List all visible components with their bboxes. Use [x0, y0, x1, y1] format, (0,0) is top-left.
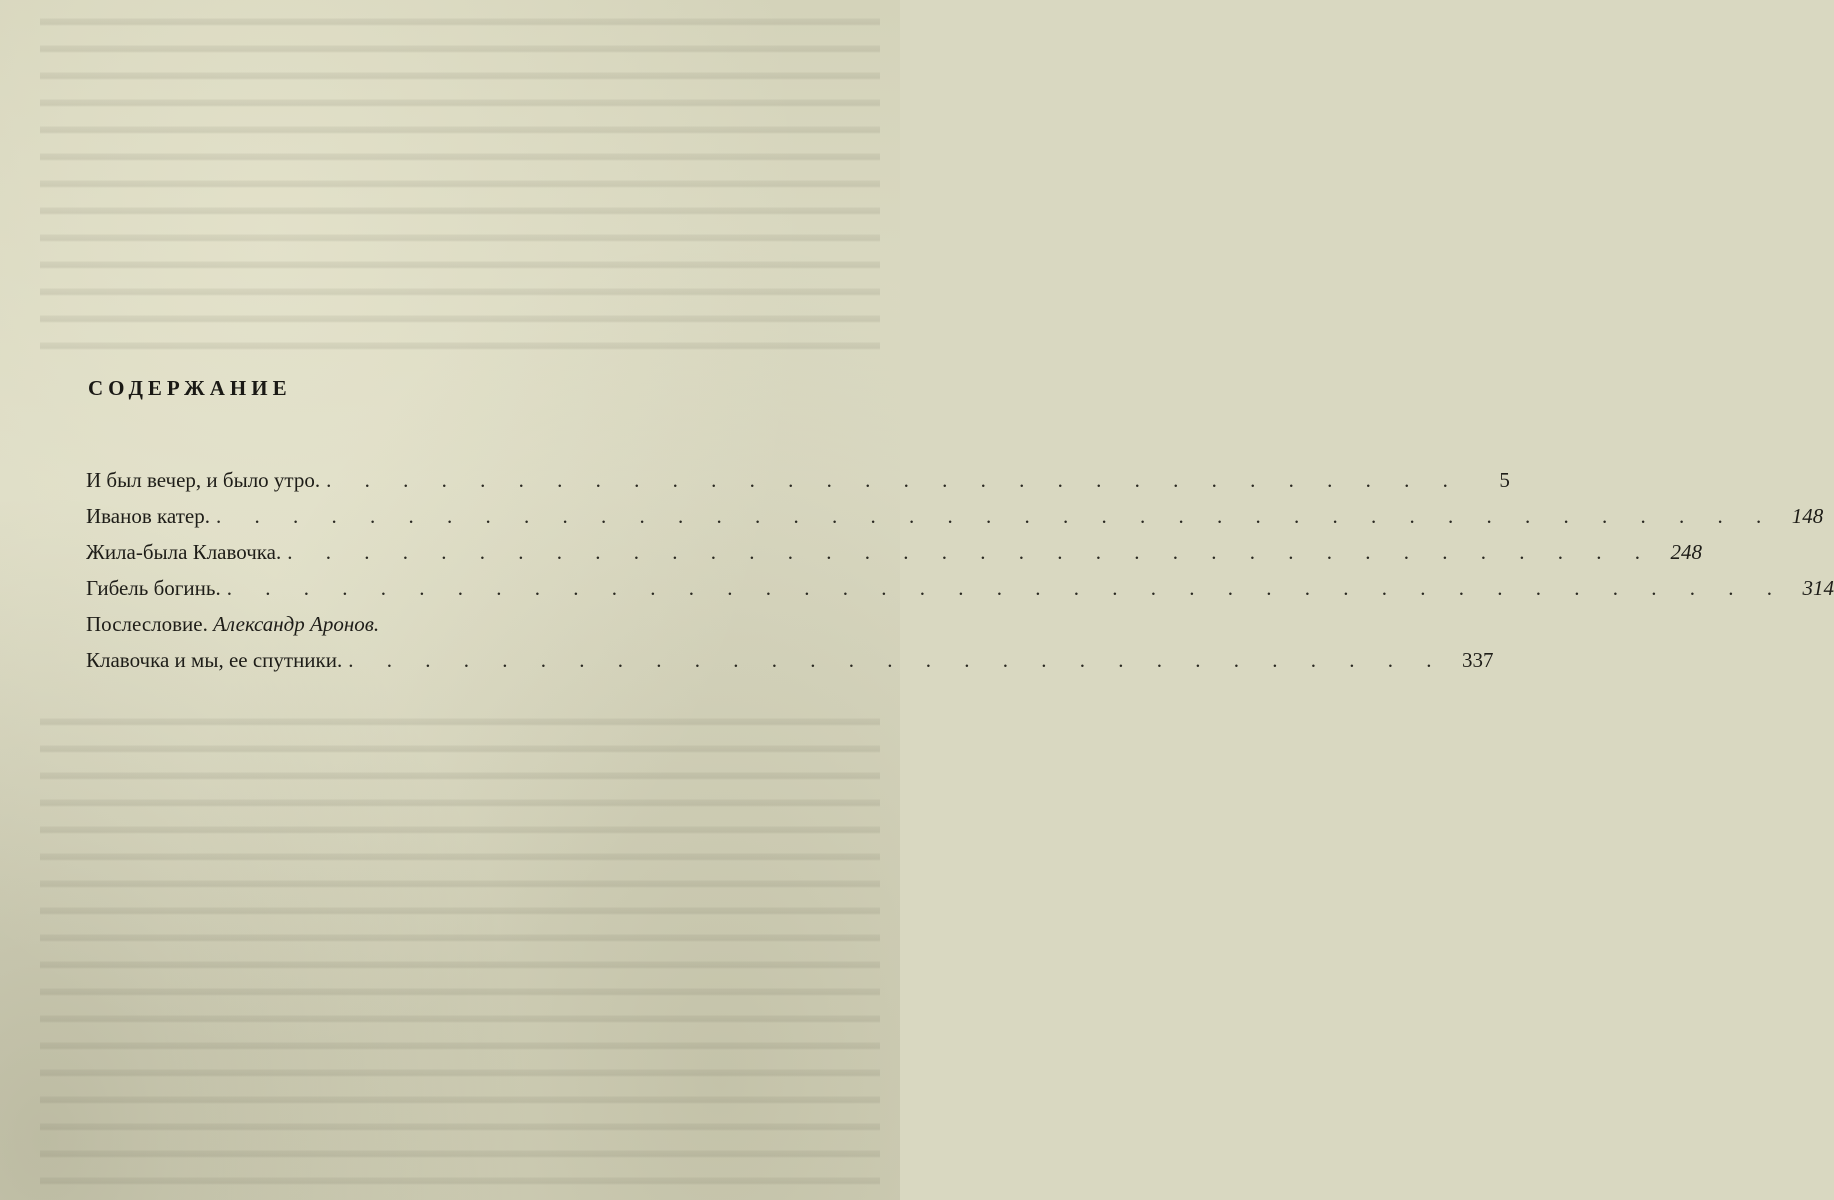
- bleed-through-text-top: [40, 0, 880, 360]
- table-of-contents: [86, 468, 1834, 684]
- toc-leader-dots: . . . . . . . . . . . . . . . . . . . . . . . . . . . . .: [348, 648, 1446, 672]
- toc-entry-title-text: Послесловие.: [86, 612, 208, 636]
- toc-entry: [86, 576, 1834, 612]
- toc-leader-dots: . . . . . . . . . . . . . . . . . . . . . . . . . . . . . . . . . . . . . . . . .: [226, 576, 1786, 600]
- toc-entry: [86, 504, 1824, 540]
- toc-page-number: 5: [1499, 468, 1510, 492]
- toc-page-number: 148: [1791, 504, 1824, 528]
- toc-entry-title: Иванов катер.: [86, 504, 210, 528]
- toc-entry-title: Клавочка и мы, ее спутники.: [86, 648, 343, 672]
- toc-page-number: 337: [1462, 648, 1494, 672]
- toc-entry: [86, 648, 1494, 684]
- toc-leader-dots: . . . . . . . . . . . . . . . . . . . . . . . . . . . . . .: [326, 468, 1462, 492]
- toc-page-number: 248: [1670, 540, 1702, 564]
- toc-entry-title: Жила-была Клавочка.: [86, 540, 282, 564]
- toc-entry-author: Александр Аронов.: [213, 612, 380, 636]
- contents-heading: СОДЕРЖАНИЕ: [88, 376, 292, 400]
- toc-leader-dots: . . . . . . . . . . . . . . . . . . . . . . . . . . . . . . . . . . . .: [287, 540, 1654, 564]
- toc-entry: [86, 612, 834, 648]
- toc-leader-dots: . . . . . . . . . . . . . . . . . . . . . . . . . . . . . . . . . . . . . . . . .: [215, 504, 1776, 528]
- toc-entry-title: Гибель богинь.: [86, 576, 221, 600]
- toc-page-number: 314: [1802, 576, 1834, 600]
- toc-entry-title: [86, 612, 379, 637]
- toc-entry: [86, 540, 1702, 576]
- toc-entry-title: И был вечер, и было утро.: [86, 468, 321, 492]
- toc-entry: [86, 468, 1510, 504]
- bleed-through-text-bottom: [40, 700, 880, 1200]
